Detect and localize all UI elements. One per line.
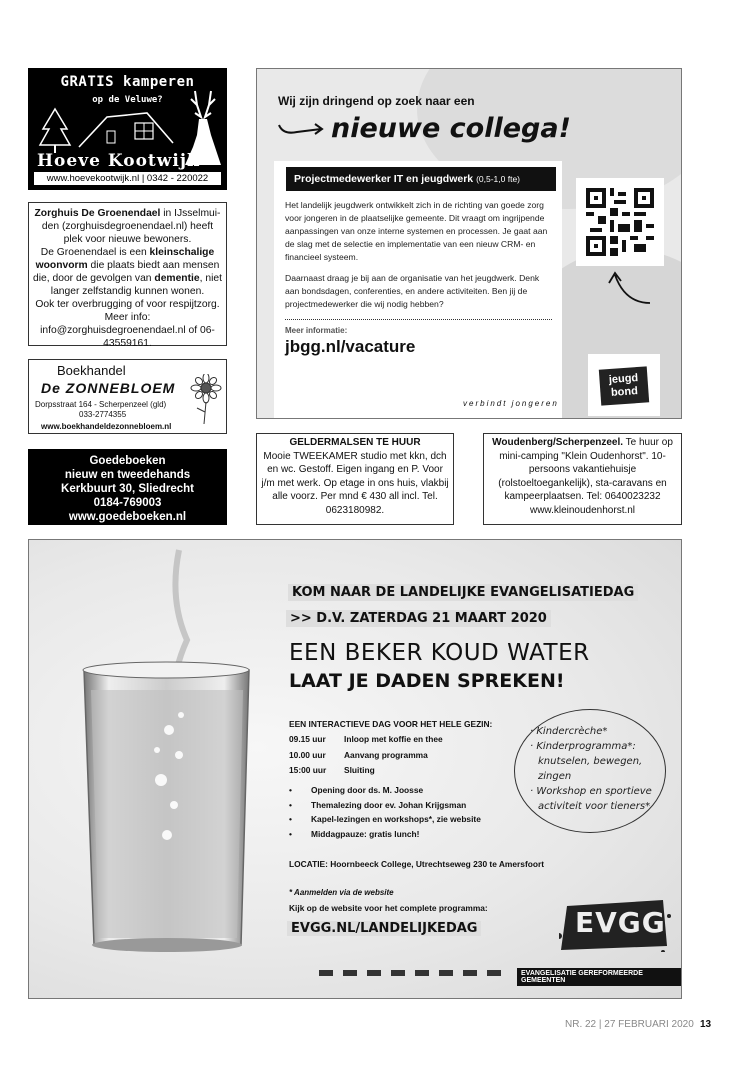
locatie-label: LOCATIE: bbox=[289, 859, 328, 869]
geldermalsen-body: Mooie TWEEKAMER studio met kkn, dch en wc. Gestoff. Eigen ingang en P. Voor j/m met werk. Op etage in ons huis, vlakbij alle voorz. Per mnd € 430 all incl. Tel. 0623180982. bbox=[261, 450, 449, 516]
geldermalsen-ad bbox=[256, 433, 454, 525]
zorghuis-name: Zorghuis De Groenendael bbox=[34, 208, 161, 219]
logo-text-bottom: bond bbox=[610, 385, 639, 399]
zorghuis-line4: Meer info: info@zorghuisdegroenendael.nl of 06-43559161. bbox=[40, 312, 215, 349]
program-time: 10.00 uur bbox=[289, 749, 326, 760]
kids-item: activiteit voor tieners* bbox=[538, 801, 651, 812]
job-para2: Daarnaast draag je bij aan de organisatie van het jeugdwerk. Denk aan bondsdagen, conferenties, en andere activiteiten. Ben jij de projectmedewerker die wij nodig hebben? bbox=[285, 273, 540, 309]
evgg-subheading: EEN INTERACTIEVE DAG VOOR HET HELE GEZIN: bbox=[289, 719, 493, 729]
program-time: 09.15 uur bbox=[289, 734, 326, 744]
geldermalsen-heading: GELDERMALSEN TE HUUR bbox=[289, 437, 421, 448]
zorghuis-line2c: , niet langer zelfstandig kunnen wonen. bbox=[50, 273, 222, 297]
evgg-heading1: KOM NAAR DE LANDELIJKE EVANGELISATIEDAG bbox=[288, 584, 638, 601]
hoeve-kootwijk-ad bbox=[28, 68, 227, 190]
program-row bbox=[289, 750, 443, 766]
boekhandel-address: Dorpsstraat 164 - Scherpenzeel (gld) bbox=[35, 400, 167, 409]
program-row bbox=[289, 765, 443, 781]
woudenberg-text bbox=[484, 436, 681, 517]
boekhandel-ad bbox=[28, 359, 227, 434]
kids-list bbox=[530, 724, 652, 814]
program-list bbox=[289, 734, 443, 781]
evgg-heading2: >> D.V. ZATERDAG 21 MAART 2020 bbox=[286, 610, 551, 627]
job-title-text: Projectmedewerker IT en jeugdwerk bbox=[294, 173, 474, 185]
kids-item: · Workshop en sportieve bbox=[530, 786, 652, 797]
qr-code-icon bbox=[586, 188, 654, 256]
zorghuis-line2a: De Groenendael is een bbox=[40, 247, 150, 258]
logo-text-top: jeugd bbox=[608, 372, 639, 387]
goedeboeken-ad bbox=[28, 449, 227, 525]
program-time: 15:00 uur bbox=[289, 765, 327, 775]
job-fte: (0,5-1,0 fte) bbox=[476, 174, 521, 184]
water-glass-illustration bbox=[69, 540, 289, 960]
boekhandel-label: Boekhandel bbox=[57, 363, 126, 378]
evgg-title2: LAAT JE DADEN SPREKEN! bbox=[289, 670, 565, 692]
tree-icon bbox=[37, 107, 73, 153]
zorghuis-line3: Ook ter overbrugging of voor respijtzorg. bbox=[35, 299, 220, 310]
bullet-item: • Middagpauze: gratis lunch! bbox=[289, 829, 481, 844]
vacature-headline: nieuwe collega! bbox=[331, 113, 571, 144]
boekhandel-name: De ZONNEBLOEM bbox=[41, 380, 176, 396]
kids-item: · Kindercrèche* bbox=[530, 726, 608, 737]
decorative-stripe bbox=[319, 970, 509, 976]
evgg-footer: EVANGELISATIE GEREFORMEERDE GEMEENTEN bbox=[517, 968, 681, 986]
jeugdbond-logo bbox=[588, 354, 660, 416]
woudenberg-ad bbox=[483, 433, 682, 525]
goedeboeken-line: Goedeboeken bbox=[89, 455, 166, 467]
bullet-item: • Opening door ds. M. Joosse bbox=[289, 785, 481, 800]
bullet-item: • Kapel-lezingen en workshops*, zie website bbox=[289, 814, 481, 829]
curved-arrow-icon bbox=[605, 267, 655, 307]
hoeve-contact[interactable]: www.hoevekootwijk.nl | 0342 - 220022 bbox=[34, 172, 221, 185]
slogan: verbindt jongeren bbox=[463, 399, 559, 408]
goedeboeken-line: Kerkbuurt 30, Sliedrecht bbox=[61, 483, 194, 495]
kids-item: knutselen, bewegen, bbox=[538, 756, 643, 767]
hoeve-brand: Hoeve Kootwijk bbox=[37, 151, 200, 171]
kids-item: zingen bbox=[538, 771, 572, 782]
zorghuis-line2b: die plaats biedt aan mensen die, door de gevolgen van bbox=[33, 260, 220, 284]
dotted-divider bbox=[285, 319, 552, 320]
vacature-card bbox=[274, 161, 562, 419]
woudenberg-body: Te huur op mini-camping "Klein Oudenhorst". 10-persoons vakantiehuisje (rolstoeltoegankelijk), sta-caravans en kampeerplaatsen. Tel: 0640023232 www.kleinoudenhorst.nl bbox=[498, 437, 673, 516]
evgg-url[interactable]: EVGG.NL/LANDELIJKEDAG bbox=[287, 921, 481, 936]
arrow-right-icon bbox=[277, 119, 327, 139]
kids-item: · Kinderprogramma*: bbox=[530, 741, 636, 752]
evgg-logo bbox=[559, 896, 671, 952]
vacature-url[interactable]: jbgg.nl/vacature bbox=[285, 337, 416, 356]
evgg-kijk: Kijk op de website voor het complete programma: bbox=[289, 903, 488, 913]
sunflower-icon bbox=[189, 374, 223, 424]
page-number: 13 bbox=[700, 1019, 712, 1030]
program-item: Aanvang programma bbox=[344, 749, 428, 760]
zorghuis-kleinschalig: kleinschalige woonvorm bbox=[35, 247, 215, 271]
boekhandel-phone: 033-2774355 bbox=[79, 410, 127, 419]
zorghuis-ad bbox=[28, 202, 227, 349]
issue-info: NR. 22 | 27 FEBRUARI 2020 bbox=[565, 1019, 694, 1030]
vacature-ad bbox=[256, 68, 682, 419]
hoeve-line1: GRATIS kamperen bbox=[60, 74, 195, 90]
locatie-text: Hoornbeeck College, Utrechtseweg 230 te Amersfoort bbox=[327, 859, 545, 869]
goedeboeken-line: 0184-769003 bbox=[93, 497, 162, 509]
bullet-item: • Themalezing door ev. Johan Krijgsman bbox=[289, 800, 481, 815]
hoeve-line2: op de Veluwe? bbox=[92, 95, 163, 105]
bullet-list bbox=[289, 785, 481, 843]
evgg-aanmelden: * Aanmelden via de website bbox=[289, 888, 394, 897]
woudenberg-heading: Woudenberg/Scherpenzeel. bbox=[492, 437, 624, 448]
farmhouse-icon bbox=[77, 109, 177, 149]
evgg-ad bbox=[28, 539, 682, 999]
job-para1: Het landelijk jeugdwerk ontwikkelt zich in de richting van goede zorg voor jongeren in de plaatselijke gemeente. Dit vraagt om ingrijpende aanpassingen van onze interne systemen en processen. Je gaat aan de slag met de selectie en implementatie van een nieuw CRM- en financieel systeem. bbox=[285, 200, 548, 262]
job-title bbox=[286, 167, 556, 191]
zorghuis-line1: in IJsselmui-den (zorghuisdegroenendael.nl) heeft plek voor nieuwe bewoners. bbox=[41, 208, 221, 245]
boekhandel-url[interactable]: www.boekhandeldezonnebloem.nl bbox=[41, 422, 172, 431]
qr-code[interactable] bbox=[576, 178, 664, 266]
evgg-locatie bbox=[289, 859, 544, 869]
goedeboeken-url[interactable]: www.goedeboeken.nl bbox=[68, 511, 187, 523]
program-row bbox=[289, 734, 443, 750]
jeugdbond-logo-mark bbox=[599, 366, 649, 405]
evgg-title1: EEN BEKER KOUD WATER bbox=[289, 640, 590, 666]
zorghuis-dementie: dementie bbox=[154, 273, 200, 284]
vacature-intro: Wij zijn dringend op zoek naar een bbox=[278, 94, 475, 108]
goedeboeken-line: nieuw en tweedehands bbox=[64, 469, 191, 481]
program-item: Inloop met koffie en thee bbox=[344, 734, 443, 744]
meer-informatie-label: Meer informatie: bbox=[285, 326, 348, 335]
program-item: Sluiting bbox=[344, 765, 375, 775]
evgg-logo-text: EVGG bbox=[575, 906, 666, 939]
